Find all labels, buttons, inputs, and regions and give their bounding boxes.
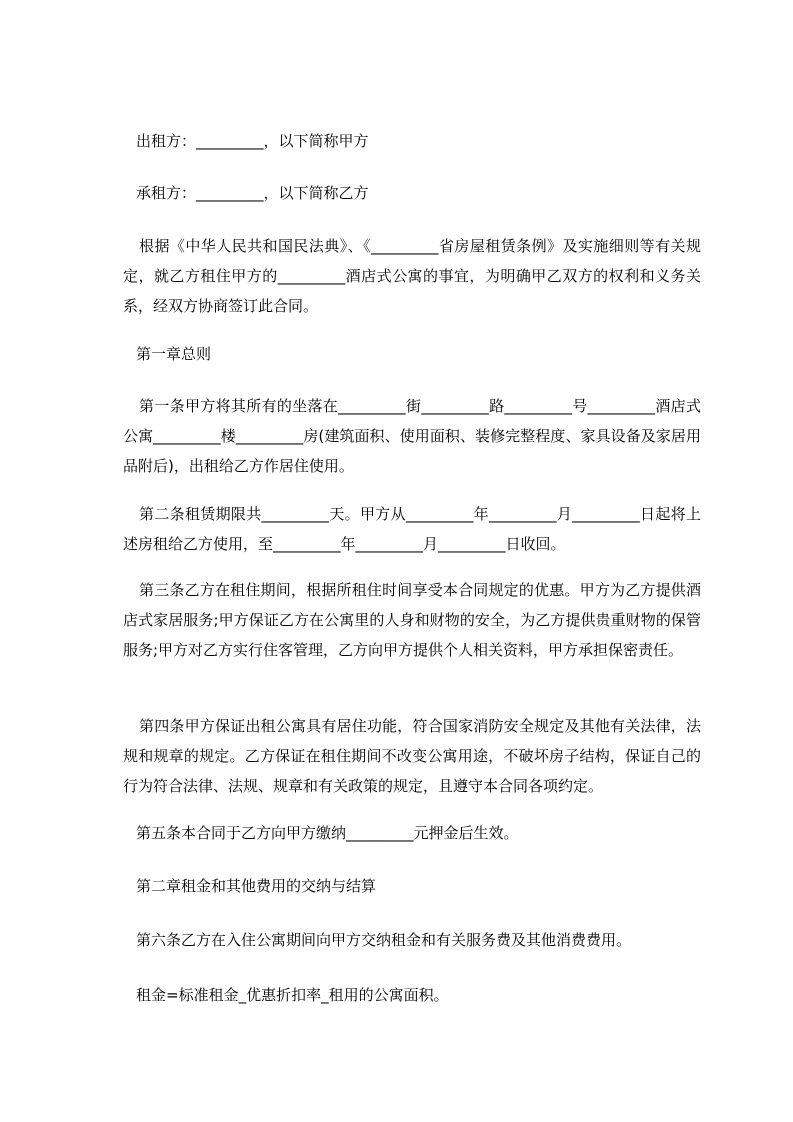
article6-paragraph: 第六条乙方在入住公寓期间向甲方交纳租金和有关服务费及其他消费费用。: [136, 931, 632, 949]
preamble-paragraph: 根据《中华人民共和国民法典》、《_________省房屋租赁条例》及实施细则等有关规定，就乙方租住甲方的_________酒店式公寓的事宜，为明确甲乙双方的权利和义务关系，经双方协商签订此合同。: [123, 237, 701, 315]
article5-paragraph: 第五条本合同于乙方向甲方缴纳_________元押金后生效。: [136, 824, 519, 842]
chapter1-title: 第一章总则: [136, 345, 212, 363]
article3-paragraph: 第三条乙方在租住期间，根据所租住时间享受本合同规定的优惠。甲方为乙方提供酒店式家居服务;甲方保证乙方在公寓里的人身和财物的安全，为乙方提供贵重财物的保管服务;甲方对乙方实行住客管理，乙方向甲方提供个人相关资料，甲方承担保密责任。: [123, 581, 701, 659]
chapter2-title: 第二章租金和其他费用的交纳与结算: [136, 877, 377, 895]
article4-paragraph: 第四条甲方保证出租公寓具有居住功能，符合国家消防安全规定及其他有关法律，法规和规章的规定。乙方保证在租住期间不改变公寓用途，不破坏房子结构，保证自己的行为符合法律、法规、规章和有关政策的规定，且遵守本合同各项约定。: [123, 717, 701, 795]
lessor-line: 出租方：_________，以下简称甲方: [136, 132, 369, 150]
article2-paragraph: 第二条租赁期限共_________天。甲方从_________年_________月_________日起将上述房租给乙方使用，至_________年_________月_________日收回。: [123, 505, 701, 553]
lessee-line: 承租方：_________，以下简称乙方: [136, 184, 369, 202]
rent-formula: 租金=标准租金_优惠折扣率_租用的公寓面积。: [136, 986, 449, 1004]
article1-paragraph: 第一条甲方将其所有的坐落在_________街_________路_________号_________酒店式公寓_________楼_________房(建筑面积、使用面积、装修完整程度、家具设备及家居用品附后)，出租给乙方作居住使用。: [123, 397, 701, 475]
